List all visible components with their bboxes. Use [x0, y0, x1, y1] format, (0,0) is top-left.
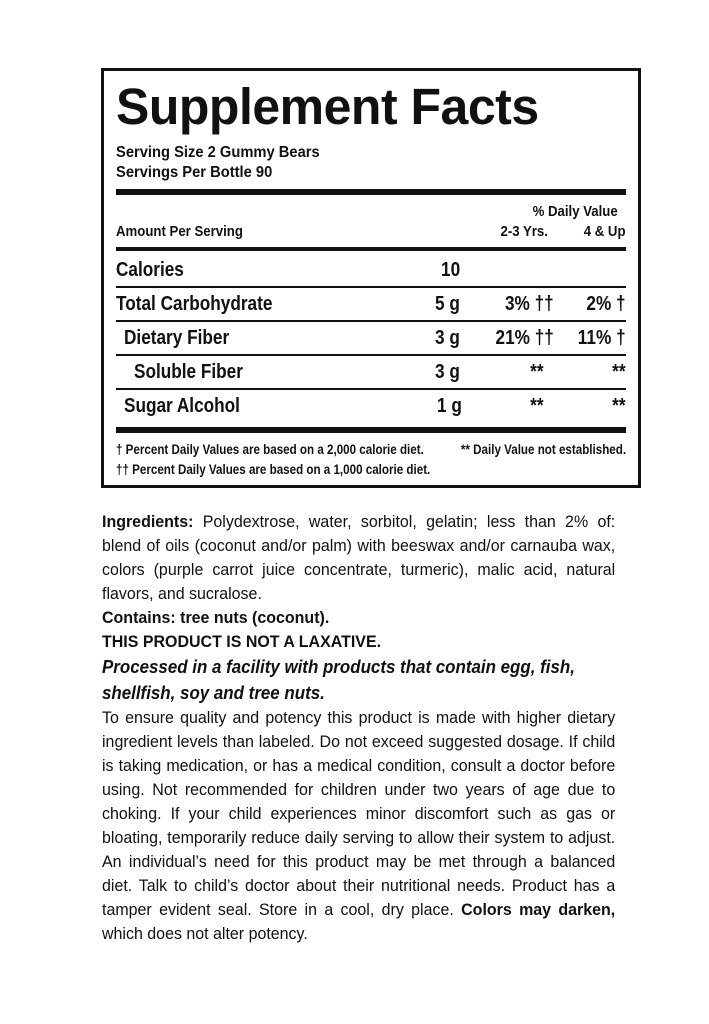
row-divider [116, 320, 626, 322]
column-header-2-3-yrs: 2-3 Yrs. [500, 223, 548, 240]
dv-4-and-up-dietary-fiber: 11% † [578, 327, 626, 349]
ingredients-heading: Ingredients: [102, 512, 194, 531]
dv-4-and-up-total-carbohydrate: 2% † [586, 293, 626, 315]
nutrient-label-total-carbohydrate: Total Carbohydrate [116, 293, 273, 315]
dv-4-and-up-sugar-alcohol: ** [612, 395, 626, 417]
facility-allergen-statement: Processed in a facility with products that contain egg, fish, shellfish, soy and tree nuts. [102, 657, 575, 703]
thick-divider [116, 189, 626, 195]
colors-may-darken: Colors may darken, [461, 900, 616, 919]
nutrient-amount-sugar-alcohol: 1 g [437, 395, 462, 417]
not-laxative-warning: THIS PRODUCT IS NOT A LAXATIVE. [102, 632, 382, 651]
dv-2-3-yrs-soluble-fiber: ** [530, 361, 544, 383]
nutrient-amount-dietary-fiber: 3 g [435, 327, 460, 349]
dv-2-3-yrs-sugar-alcohol: ** [530, 395, 544, 417]
usage-warning [102, 706, 615, 946]
dv-4-and-up-soluble-fiber: ** [612, 361, 626, 383]
dv-2-3-yrs-total-carbohydrate: 3% †† [505, 293, 554, 315]
ingredients-statement [102, 510, 615, 606]
serving-size: Serving Size 2 Gummy Bears [116, 144, 320, 161]
warning-end-text: which does not alter potency. [102, 924, 308, 943]
footnote-2000-calorie: † Percent Daily Values are based on a 2,000 calorie diet. [116, 442, 424, 457]
warning-text: To ensure quality and potency this product is made with higher dietary ingredient levels than labeled. Do not exceed suggested dosage. If child is taking medication, or has a medical condition, consult a doctor before using. Not recommended for children under two years of age due to choking. If your child experiences minor discomfort such as gas or bloating, temporarily reduce daily serving to allow their system to adjust. An individual’s need for this product may be met through a balanced diet. Talk to child’s doctor about their nutritional needs. Product has a tamper evident seal. Store in a cool, dry place. [102, 708, 616, 919]
nutrient-label-soluble-fiber: Soluble Fiber [134, 361, 243, 383]
nutrient-label-dietary-fiber: Dietary Fiber [124, 327, 230, 349]
panel-title: Supplement Facts [116, 78, 539, 135]
column-header-4-and-up: 4 & Up [584, 223, 626, 240]
thick-divider [116, 427, 626, 433]
servings-per-bottle: Servings Per Bottle 90 [116, 164, 273, 181]
nutrient-amount-total-carbohydrate: 5 g [435, 293, 460, 315]
row-divider [116, 354, 626, 356]
row-divider [116, 286, 626, 288]
nutrient-amount-calories: 10 [441, 259, 461, 281]
label-text-block [102, 510, 615, 946]
allergen-contains: Contains: tree nuts (coconut). [102, 608, 330, 627]
row-divider [116, 388, 626, 390]
footnote-1000-calorie: †† Percent Daily Values are based on a 1,000 calorie diet. [116, 462, 431, 477]
header-divider [116, 247, 626, 251]
dv-2-3-yrs-dietary-fiber: 21% †† [495, 327, 554, 349]
amount-per-serving-label: Amount Per Serving [116, 223, 243, 240]
nutrient-amount-soluble-fiber: 3 g [435, 361, 460, 383]
footnote-not-established: ** Daily Value not established. [460, 442, 626, 457]
daily-value-header: % Daily Value [532, 203, 618, 220]
nutrient-label-calories: Calories [116, 259, 184, 281]
supplement-facts-panel [101, 68, 641, 488]
nutrient-label-sugar-alcohol: Sugar Alcohol [124, 395, 240, 417]
ingredients-list: Polydextrose, water, sorbitol, gelatin; less than 2% of: blend of oils (coconut and/or palm) with beeswax and/or carnauba wax, colors (purple carrot juice concentrate, turmeric), malic acid, natural flavors, and sucralose. [102, 512, 616, 603]
